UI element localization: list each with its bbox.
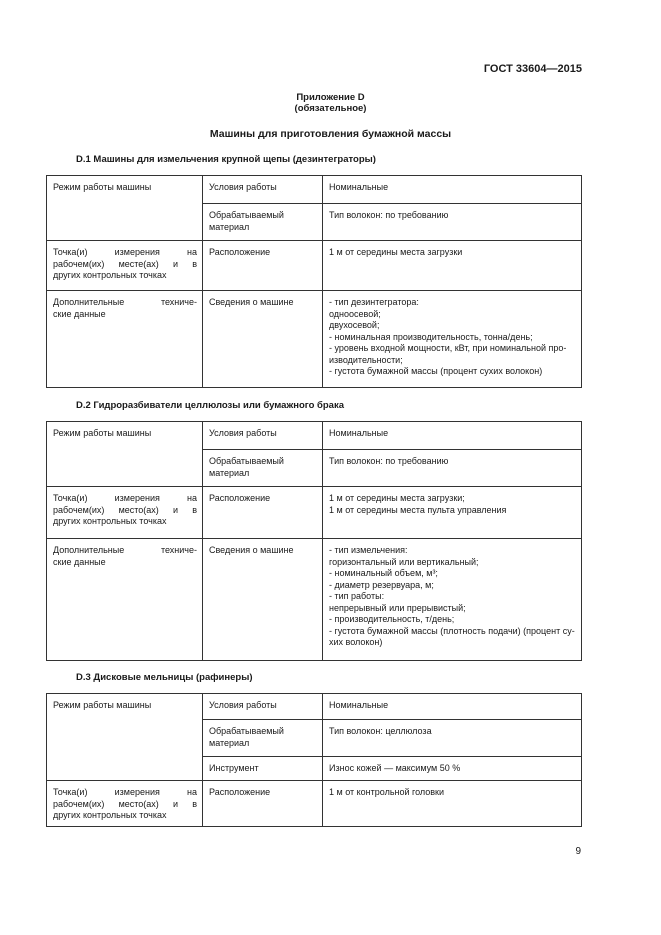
param-cell: [47, 176, 203, 241]
value-cell: - тип измельчения: горизонтальный или вертикальный; - номинальный объем, м³; - диаметр резервуара, м; - тип работы: непрерывный или прерывистый; - производительность, т/день; - густота бумажной массы (плотность подачи) (процент су- хих волокон): [323, 539, 582, 661]
section-title: Машины для приготовления бумажной массы: [209, 128, 452, 140]
param-cell: [47, 694, 203, 781]
table-row: [47, 694, 582, 720]
param-line: Точка(и) измерения на: [53, 787, 197, 797]
condition-cell: Обрабатываемый материал: [203, 450, 323, 487]
param-line: других контрольных точках: [53, 270, 167, 280]
condition-cell: Расположение: [203, 241, 323, 291]
table-d1: [46, 175, 582, 388]
table-row: [47, 781, 582, 827]
param-cell: [47, 422, 203, 487]
table-row: [47, 539, 582, 661]
param-text: Режим работы машины: [53, 700, 152, 710]
param-line: рабочем(их) место(ах) и в: [53, 504, 197, 515]
param-line: Точка(и) измерения на: [53, 247, 197, 257]
param-line: ские данные: [53, 308, 106, 319]
subsection-title-d3: D.3 Дисковые мельницы (рафинеры): [76, 672, 253, 683]
param-line: рабочем(их) место(ах) и в: [53, 798, 197, 809]
page-number: 9: [575, 846, 581, 857]
param-text: Режим работы машины: [53, 182, 152, 192]
table-d2: [46, 421, 582, 661]
condition-cell: Инструмент: [203, 757, 323, 781]
condition-cell: Сведения о машине: [203, 291, 323, 388]
value-cell: Износ кожей — максимум 50 %: [323, 757, 582, 781]
value-cell: 1 м от середины места загрузки; 1 м от середины места пульта управления: [323, 487, 582, 539]
value-cell: 1 м от середины места загрузки: [323, 241, 582, 291]
param-line: других контрольных точках: [53, 810, 167, 820]
param-cell: [47, 241, 203, 291]
table-row: [47, 487, 582, 539]
condition-cell: Сведения о машине: [203, 539, 323, 661]
param-line: рабочем(их) месте(ах) и в: [53, 258, 197, 269]
table-row: [47, 241, 582, 291]
table-row: [47, 291, 582, 388]
param-line: Точка(и) измерения на: [53, 493, 197, 503]
condition-cell: Условия работы: [203, 694, 323, 720]
value-cell: Номинальные: [323, 176, 582, 204]
table-row: [47, 422, 582, 450]
subsection-title-d2: D.2 Гидроразбиватели целлюлозы или бумажного брака: [76, 400, 345, 411]
param-cell: [47, 291, 203, 388]
param-cell: [47, 781, 203, 827]
condition-cell: Условия работы: [203, 176, 323, 204]
value-cell: Номинальные: [323, 422, 582, 450]
param-cell: [47, 539, 203, 661]
annex-title: Приложение D: [296, 92, 365, 103]
value-cell: Тип волокон: целлюлоза: [323, 720, 582, 757]
param-line: других контрольных точках: [53, 516, 167, 526]
subsection-title-d1: D.1 Машины для измельчения крупной щепы (дезинтеграторы): [76, 154, 376, 165]
condition-cell: Расположение: [203, 487, 323, 539]
value-cell: 1 м от контрольной головки: [323, 781, 582, 827]
annex-heading: [0, 92, 661, 114]
table-d3: [46, 693, 582, 827]
table-row: [47, 176, 582, 204]
condition-cell: Обрабатываемый материал: [203, 720, 323, 757]
value-cell: Тип волокон: по требованию: [323, 450, 582, 487]
param-cell: [47, 487, 203, 539]
param-text: Режим работы машины: [53, 428, 152, 438]
param-line: ские данные: [53, 556, 106, 567]
condition-cell: Расположение: [203, 781, 323, 827]
value-cell: Тип волокон: по требованию: [323, 204, 582, 241]
param-line: Дополнительные техниче-: [53, 545, 197, 555]
value-cell: Номинальные: [323, 694, 582, 720]
condition-cell: Обрабатываемый материал: [203, 204, 323, 241]
document-id: ГОСТ 33604—2015: [483, 63, 582, 75]
condition-cell: Условия работы: [203, 422, 323, 450]
value-cell: - тип дезинтегратора: одноосевой; двухосевой; - номинальная производительность, тонна/день; - уровень входной мощности, кВт, при номинальной про- изводительности; - густота бумажной массы (процент сухих волокон): [323, 291, 582, 388]
param-line: Дополнительные техниче-: [53, 297, 197, 307]
annex-subtitle: (обязательное): [294, 103, 367, 114]
